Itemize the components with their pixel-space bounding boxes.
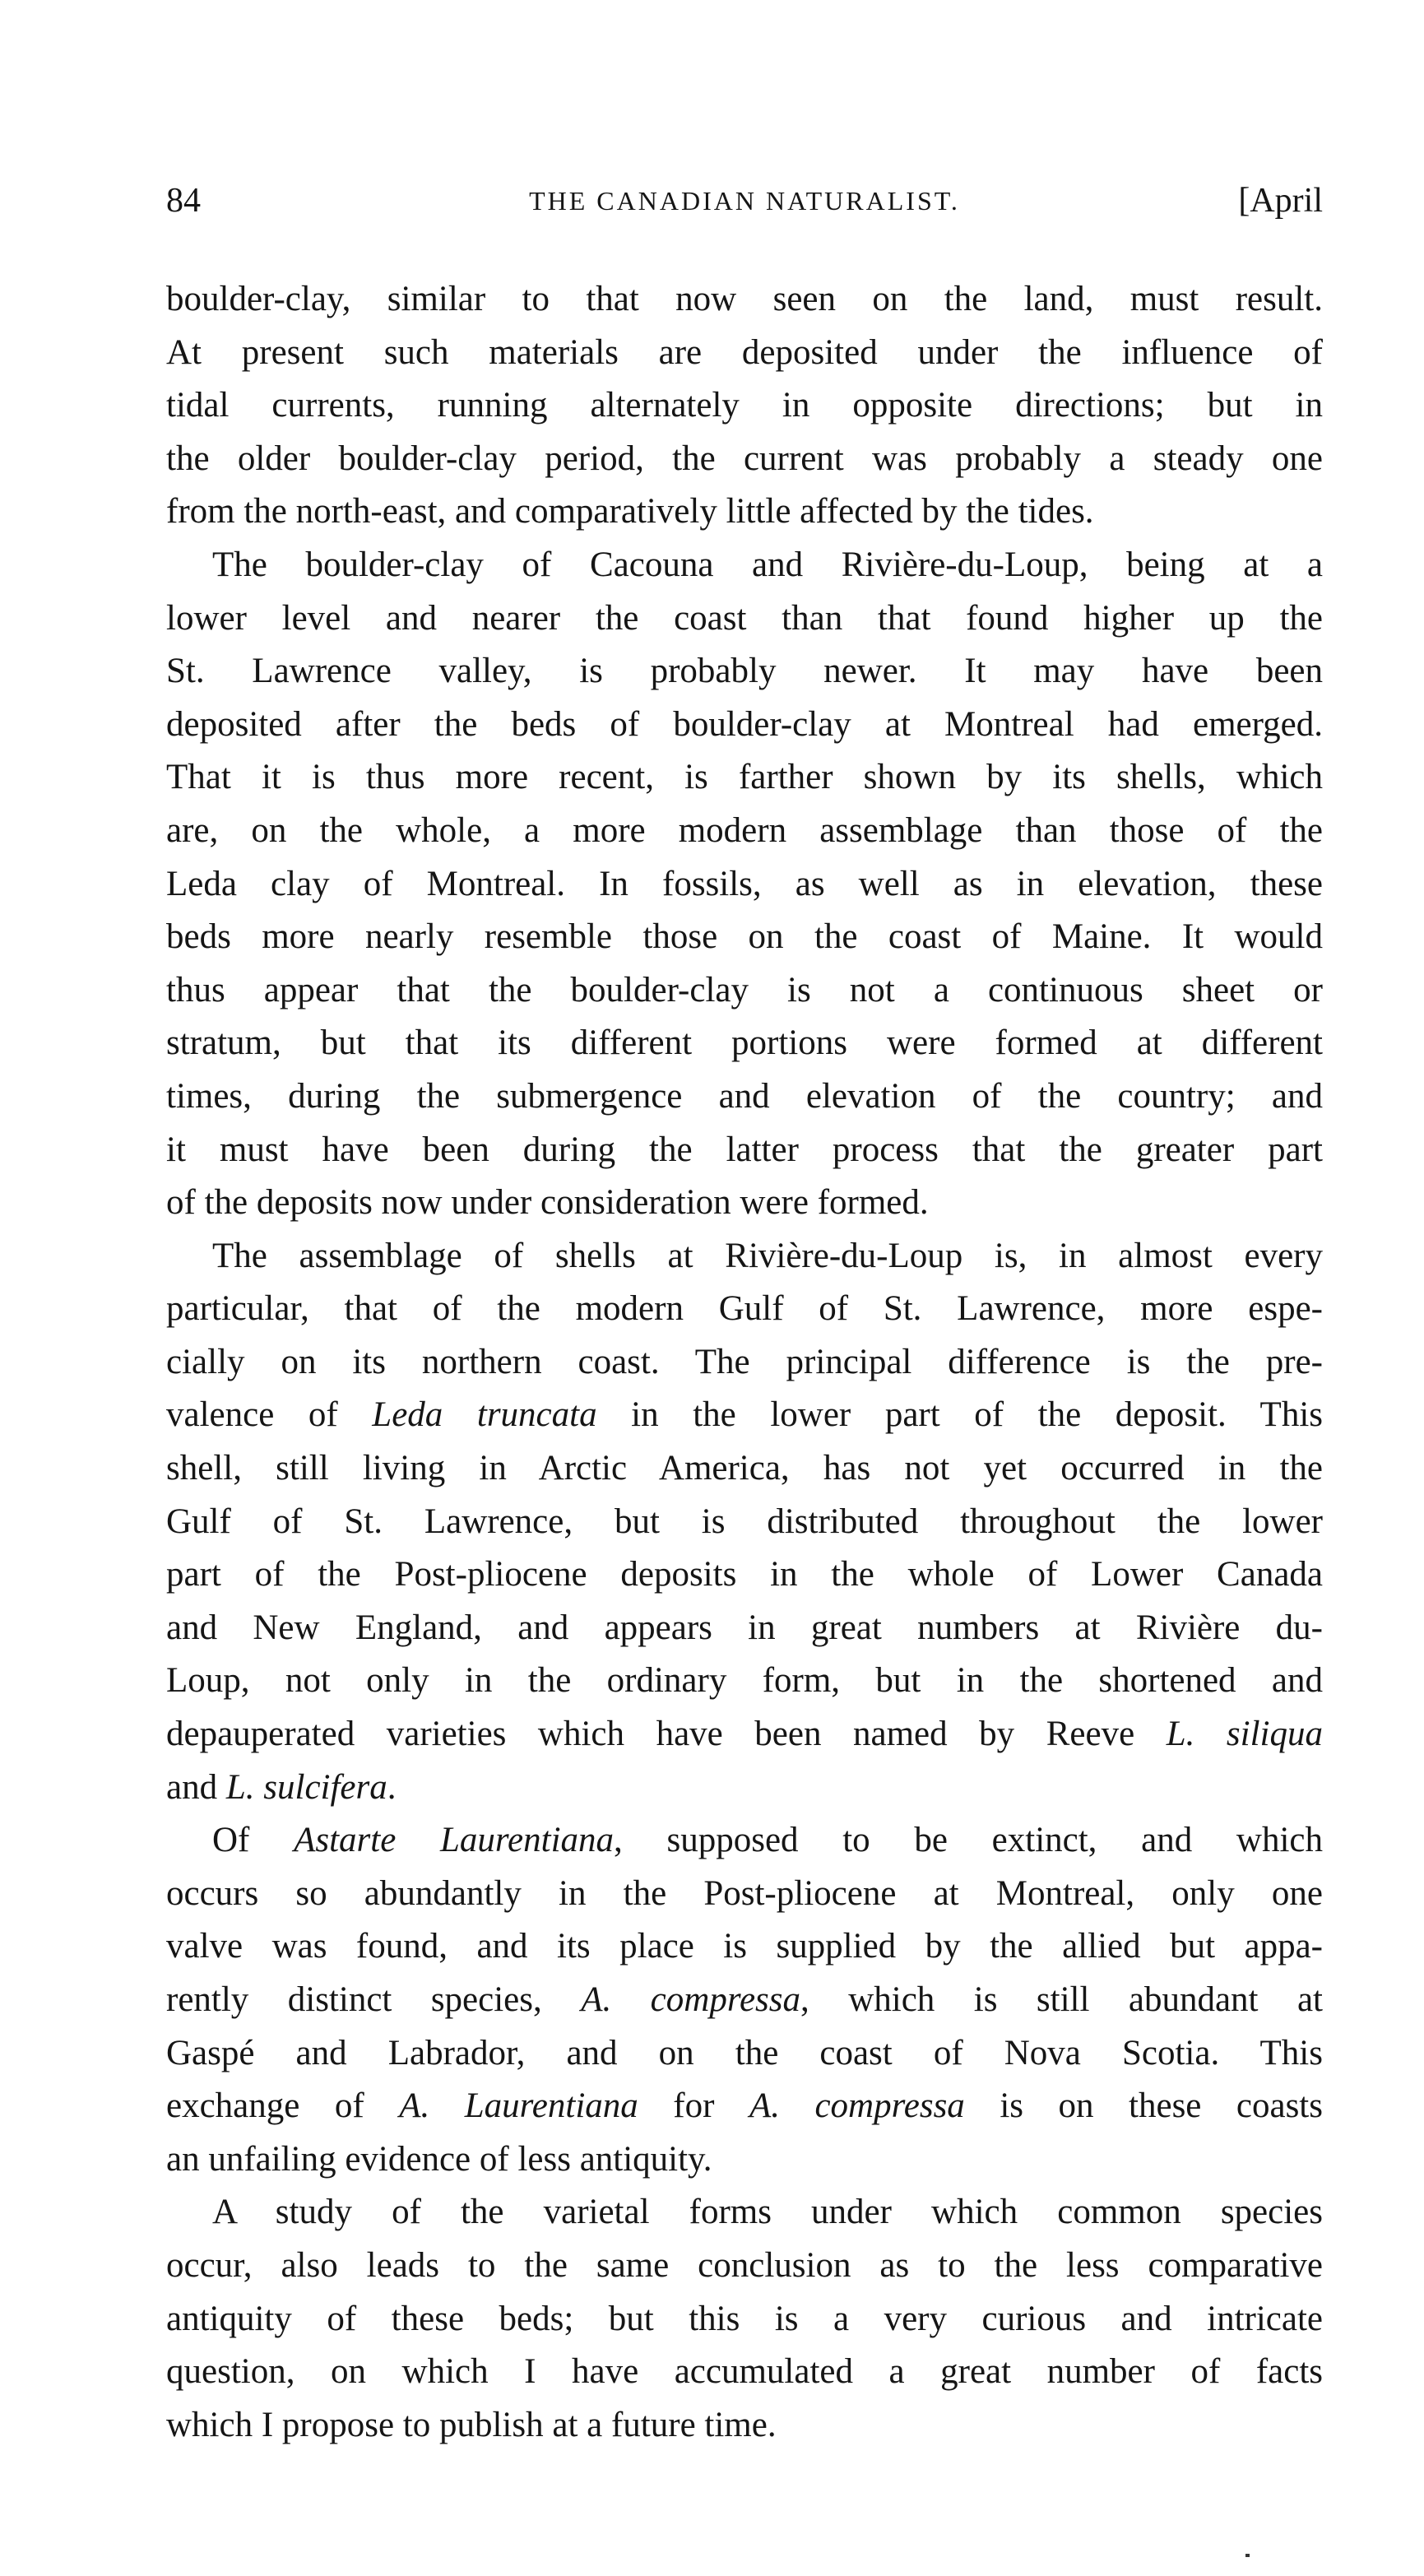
text-line: lower level and nearer the coast than that found higher up the [166,598,1323,638]
paragraph [166,1230,1323,1815]
text-line: St. Lawrence valley, is probably newer. It may have been [166,652,1323,691]
paragraph [166,1814,1323,2186]
text-line: particular, that of the modern Gulf of St. Lawrence, more espe- [166,1289,1323,1329]
page-number: 84 [166,182,201,220]
text-line: rently distinct species, A. compressa, which is still abundant at [166,1980,1323,2019]
text-line: boulder-clay, similar to that now seen on the land, must result. [166,280,1323,318]
text-line: it must have been during the latter process that the greater part [166,1130,1323,1169]
text-line: valve was found, and its place is supplied by the allied but appa- [166,1927,1323,1966]
text-line: times, during the submergence and elevation of the country; and [166,1076,1323,1116]
text-line: thus appear that the boulder-clay is not a continuous sheet or [166,970,1323,1010]
text-line: valence of Leda truncata in the lower part of the deposit. This [166,1395,1323,1435]
text-line: beds more nearly resemble those on the coast of Maine. It would [166,917,1323,957]
text-line: depauperated varieties which have been named by Reeve L. siliqua [166,1715,1323,1754]
text-line: occurs so abundantly in the Post-pliocene at Montreal, only one [166,1873,1323,1913]
text-line: At present such materials are deposited under the influence of [166,332,1323,372]
text-line: an unfailing evidence of less antiquity. [166,2139,712,2179]
text-line: deposited after the beds of boulder-clay at Montreal had emerged. [166,704,1323,744]
text-line: of the deposits now under consideration were formed. [166,1183,929,1223]
text-line: antiquity of these beds; but this is a very curious and intricate [166,2299,1323,2338]
text-line: shell, still living in Arctic America, has not yet occurred in the [166,1449,1323,1488]
text-line: exchange of A. Laurentiana for A. compressa is on these coasts [166,2086,1323,2126]
journal-title: THE CANADIAN NATURALIST. [529,186,960,216]
text-line: and New England, and appears in great numbers at Rivière du- [166,1608,1323,1647]
text-line: Gaspé and Labrador, and on the coast of Nova Scotia. This [166,2033,1323,2072]
text-line: stratum, but that its different portions were formed at different [166,1023,1323,1063]
print-speck [1245,2554,1250,2557]
text-line: Of Astarte Laurentiana, supposed to be extinct, and which [212,1821,1323,1860]
text-line: from the north-east, and comparatively little affected by the tides. [166,492,1094,531]
text-line: and L. sulcifera. [166,1767,397,1807]
text-line: cially on its northern coast. The principal difference is the pre- [166,1342,1323,1381]
body-text [166,273,1323,2452]
text-line: The boulder-clay of Cacouna and Rivière-du-Loup, being at a [212,545,1323,584]
text-line: which I propose to publish at a future time. [166,2405,777,2444]
paragraph [166,273,1323,539]
text-line: The assemblage of shells at Rivière-du-Loup is, in almost every [212,1236,1323,1275]
text-line: question, on which I have accumulated a great number of facts [166,2352,1323,2392]
text-line: are, on the whole, a more modern assemblage than those of the [166,810,1323,850]
text-line: Gulf of St. Lawrence, but is distributed throughout the lower [166,1502,1323,1541]
text-line: tidal currents, running alternately in opposite directions; but in [166,386,1323,425]
text-line: Loup, not only in the ordinary form, but in the shortened and [166,1661,1323,1701]
text-line: That it is thus more recent, is farther shown by its shells, which [166,758,1323,797]
text-line: part of the Post-pliocene deposits in the whole of Lower Canada [166,1555,1323,1594]
issue-month: [April [1238,182,1323,220]
text-line: A study of the varietal forms under which common species [212,2193,1323,2232]
paragraph [166,539,1323,1230]
book-page [166,0,1323,2576]
text-line: occur, also leads to the same conclusion as to the less comparative [166,2245,1323,2285]
paragraph [166,2186,1323,2452]
text-line: the older boulder-clay period, the current was probably a steady one [166,439,1323,478]
running-head [166,174,1323,227]
text-line: Leda clay of Montreal. In fossils, as well as in elevation, these [166,864,1323,903]
